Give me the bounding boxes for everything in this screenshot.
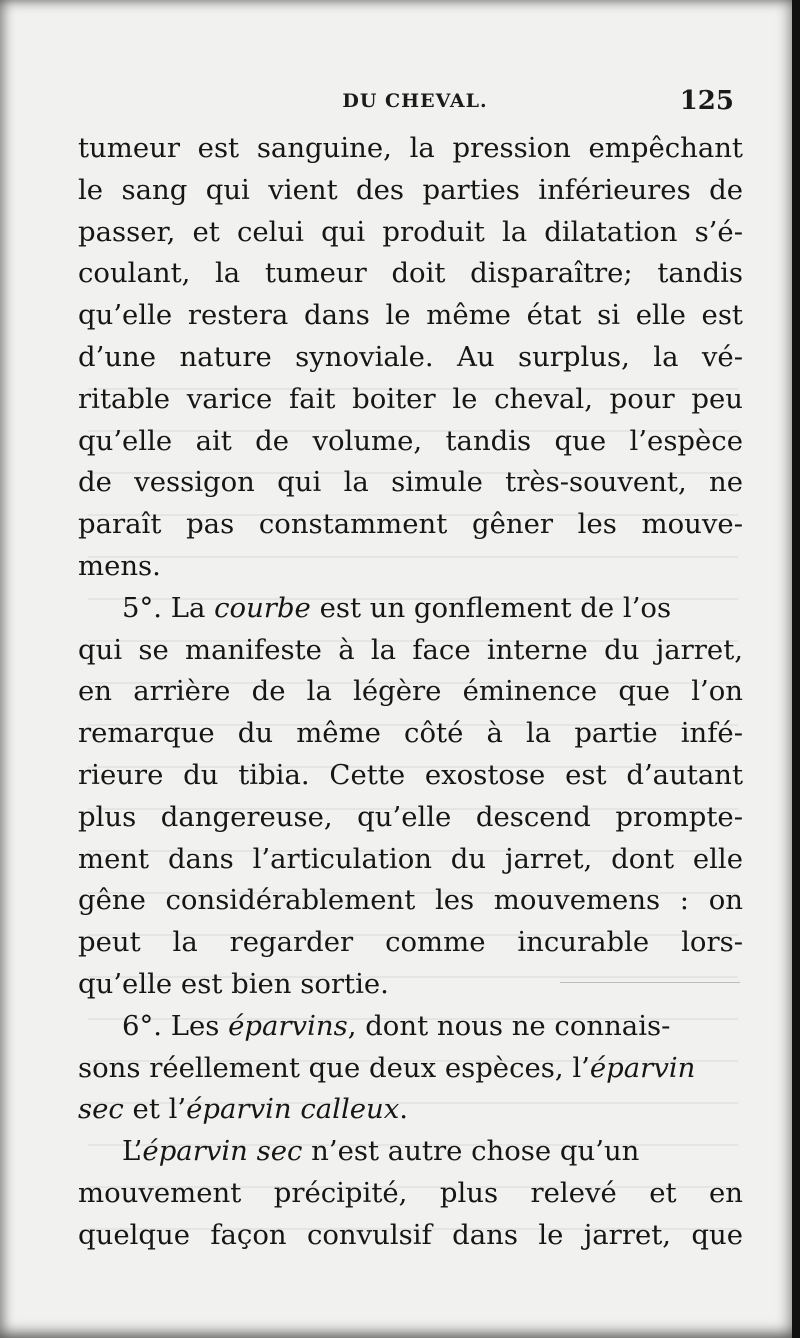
mixed-line <box>78 1048 743 1090</box>
term-courbe: courbe <box>214 591 311 624</box>
text-line: en arrière de la légère éminence que l’on <box>78 675 743 708</box>
paragraph-start-line <box>78 1131 743 1173</box>
text-run: et l’ <box>123 1093 187 1126</box>
term-sec: sec <box>78 1093 124 1126</box>
text-line: de vessigon qui la simule très-souvent, ne <box>78 466 743 499</box>
text-run: L’ <box>122 1135 143 1168</box>
text-run: n’est autre chose qu’un <box>302 1135 640 1168</box>
term-eparvin-sec: éparvin sec <box>142 1135 303 1168</box>
running-title: DU CHEVAL. <box>342 90 488 112</box>
page-number: 125 <box>679 86 734 116</box>
text-line: qu’elle ait de volume, tandis que l’espèce <box>78 424 743 457</box>
text-line: paraît pas constamment gêner les mouve- <box>78 508 743 541</box>
running-head <box>0 86 800 120</box>
body-text <box>78 128 743 1257</box>
text-line: gêne considérablement les mouvemens : on <box>78 884 743 917</box>
mixed-line <box>78 1089 743 1131</box>
term-eparvin: éparvin <box>589 1051 696 1084</box>
text-run: 5°. La <box>122 591 206 624</box>
text-line: quelque façon convulsif dans le jarret, que <box>78 1218 743 1251</box>
text-run: sons réellement que deux espèces, l’ <box>78 1051 590 1084</box>
text-line: qu’elle est bien sortie. <box>78 967 389 1000</box>
text-run: , dont nous ne connais- <box>347 1009 671 1042</box>
text-line: le sang qui vient des parties inférieures de <box>78 173 743 206</box>
text-line: peut la regarder comme incurable lors- <box>78 926 743 959</box>
text-line: qui se manifeste à la face interne du jarret, <box>78 633 743 666</box>
paragraph-start-line <box>78 1006 743 1048</box>
page-edge <box>792 0 800 1338</box>
text-line: mens. <box>78 549 161 582</box>
text-line: tumeur est sanguine, la pression empêchant <box>78 132 743 164</box>
text-line: passer, et celui qui produit la dilatation s’é- <box>78 215 743 248</box>
text-line: qu’elle restera dans le même état si elle est <box>78 299 743 332</box>
text-run: . <box>399 1093 408 1126</box>
text-line: rieure du tibia. Cette exostose est d’autant <box>78 758 743 791</box>
text-line: d’une nature synoviale. Au surplus, la vé- <box>78 340 743 373</box>
text-line: ment dans l’articulation du jarret, dont elle <box>78 842 743 875</box>
text-run: 6°. Les <box>122 1009 220 1042</box>
text-line: coulant, la tumeur doit disparaître; tandis <box>78 257 743 290</box>
term-eparvins: éparvins <box>228 1009 348 1042</box>
text-line: plus dangereuse, qu’elle descend prompte- <box>78 800 743 833</box>
text-run: est un gonflement de l’os <box>319 591 672 624</box>
term-eparvin-calleux: éparvin calleux <box>186 1093 400 1126</box>
text-line: mouvement précipité, plus relevé et en <box>78 1176 743 1209</box>
text-line: ritable varice fait boiter le cheval, pour peu <box>78 382 743 415</box>
text-line: remarque du même côté à la partie infé- <box>78 717 743 750</box>
paragraph-start-line <box>78 588 743 630</box>
